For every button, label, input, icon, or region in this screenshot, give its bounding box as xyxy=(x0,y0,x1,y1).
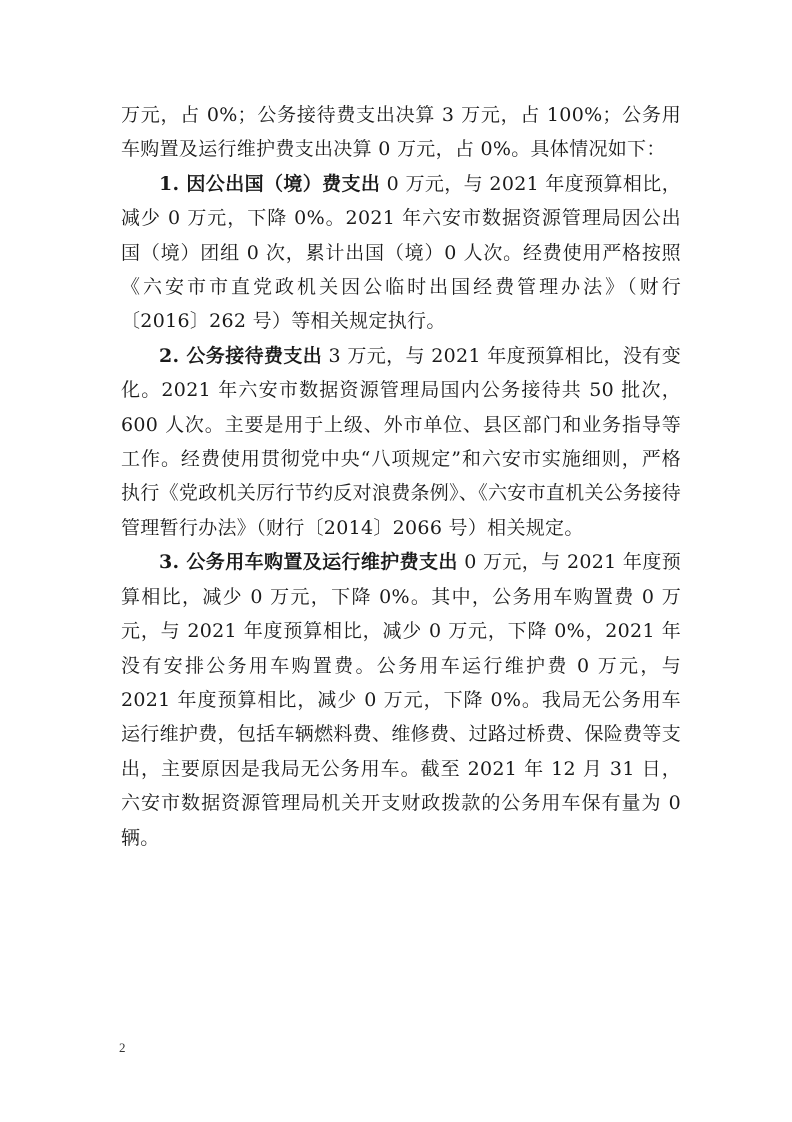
paragraph-text: 3 万元，与 2021 年度预算相比，没有变化。2021 年六安市数据资源管理局国内公务接待共 50 批次，600 人次。主要是用于上级、外市单位、县区部门和业务指导等工作。经费使用贯彻党中央“八项规定”和六安市实施细则，严格执行《党政机关厉行节约反对浪费条例》、《六安市直机关公务接待管理暂行办法》（财行〔2014〕2066 号）相关规定。 xyxy=(121,344,682,539)
paragraph-vehicle-expense xyxy=(121,545,681,855)
paragraph-text: 0 万元，与 2021 年度预算相比，减少 0 万元，下降 0%。其中，公务用车购置费 0 万元，与 2021 年度预算相比，减少 0 万元，下降 0%，2021 年没有安排公务用车购置费。公务用车运行维护费 0 万元，与 2021 年度预算相比，减少 0 万元，下降 0%。我局无公务用车运行维护费，包括车辆燃料费、维修费、过路过桥费、保险费等支出，主要原因是我局无公务用车。截至 2021 年 12 月 31 日，六安市数据资源管理局机关开支财政拨款的公务用车保有量为 0 辆。 xyxy=(121,551,681,849)
section-heading-vehicle: 3. 公务用车购置及运行维护费支出 xyxy=(159,551,458,574)
section-heading-overseas: 1. 因公出国（境）费支出 xyxy=(159,172,381,195)
paragraph-reception-expense xyxy=(121,339,681,545)
paragraph-text: 万元，占 0%；公务接待费支出决算 3 万元，占 100%；公务用车购置及运行维护费支出决算 0 万元，占 0%。具体情况如下： xyxy=(121,104,681,161)
section-heading-reception: 2. 公务接待费支出 xyxy=(159,344,323,367)
paragraph-text: 0 万元，与 2021 年度预算相比，减少 0 万元，下降 0%。2021 年六安市数据资源管理局因公出国（境）团组 0 次，累计出国（境）0 人次。经费使用严格按照《六安市市直党政机关因公临时出国经费管理办法》（财行〔2016〕262 号）等相关规定执行。 xyxy=(121,172,681,333)
body-text xyxy=(121,98,681,855)
paragraph-overseas-expense xyxy=(121,167,681,339)
page-number: 2 xyxy=(119,1040,126,1055)
paragraph-continuation xyxy=(121,98,681,167)
